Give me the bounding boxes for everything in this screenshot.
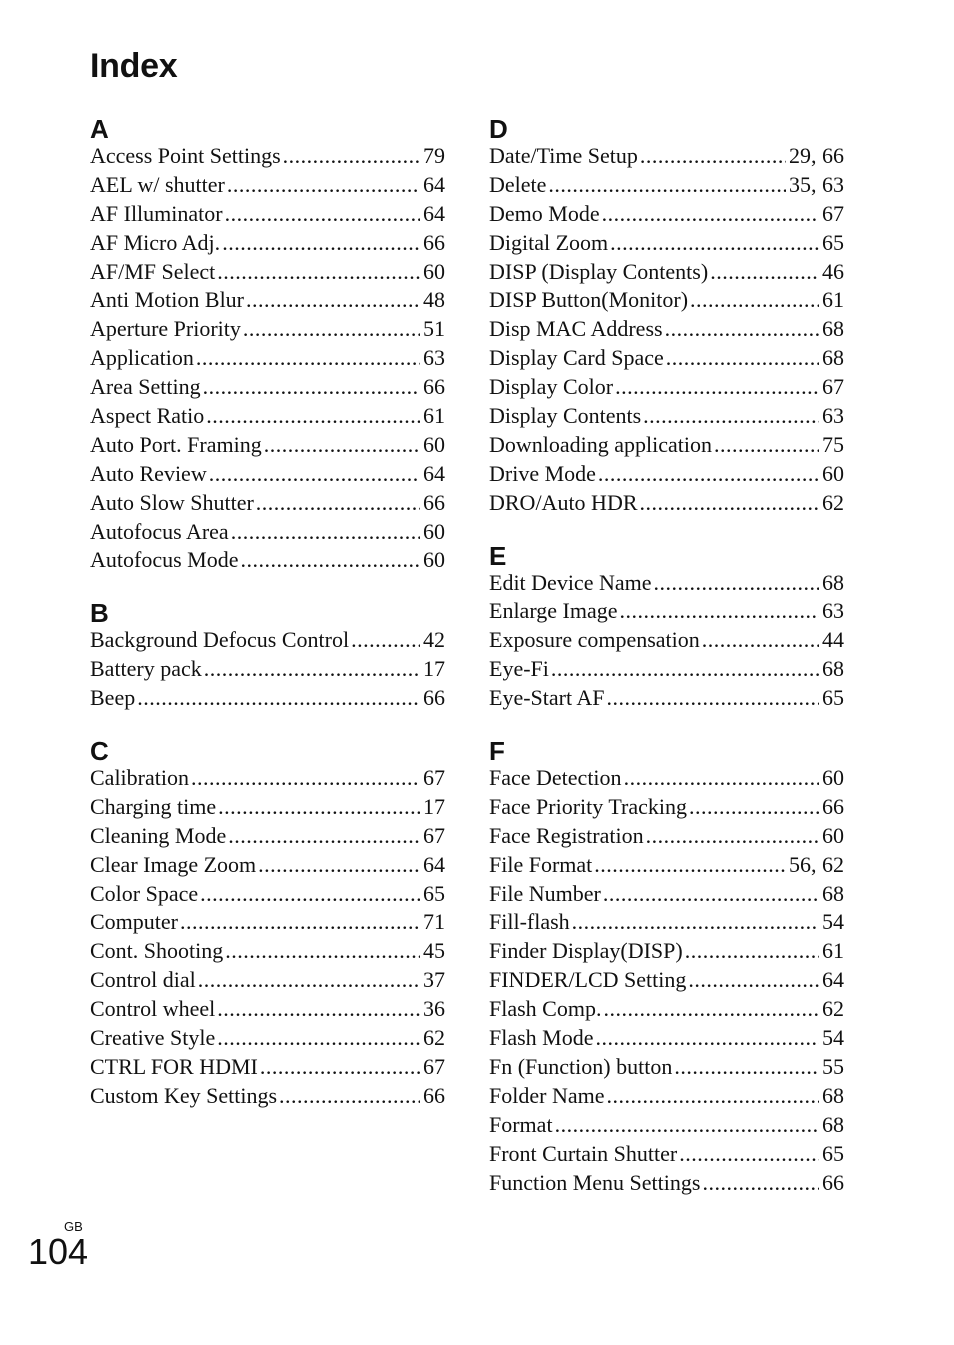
- entry-page-numbers: 63: [822, 598, 844, 624]
- entry-term: Face Registration: [489, 822, 644, 848]
- dot-leader: [222, 229, 420, 258]
- section-letter: E: [489, 540, 507, 571]
- entry-page-numbers: 56, 62: [789, 851, 844, 877]
- index-entry: [90, 171, 445, 200]
- index-entry: [489, 229, 844, 258]
- entry-term: AF Illuminator: [90, 200, 223, 226]
- index-entry: [489, 937, 844, 966]
- dot-leader: [603, 995, 819, 1024]
- dot-leader: [258, 851, 420, 880]
- entry-term: Function Menu Settings: [489, 1169, 701, 1195]
- index-entry: [489, 569, 844, 598]
- entry-page-numbers: 68: [822, 569, 844, 595]
- entry-term: FINDER/LCD Setting: [489, 967, 687, 993]
- dot-leader: [218, 793, 420, 822]
- entry-term: Folder Name: [489, 1082, 605, 1108]
- dot-leader: [225, 200, 420, 229]
- index-entry: [489, 597, 844, 626]
- entry-term: Control wheel: [90, 996, 216, 1022]
- index-entry: [90, 229, 445, 258]
- index-entry: [489, 258, 844, 287]
- entry-page-numbers: 64: [423, 460, 445, 486]
- entry-term: Flash Mode: [489, 1025, 594, 1051]
- index-entry: [90, 851, 445, 880]
- index-entry: [90, 431, 445, 460]
- entry-term: Background Defocus Control: [90, 627, 350, 653]
- page-title: Index: [90, 47, 178, 85]
- entry-term: File Number: [489, 880, 601, 906]
- dot-leader: [206, 402, 420, 431]
- entry-page-numbers: 61: [423, 403, 445, 429]
- index-section-c: [90, 738, 445, 1111]
- dot-leader: [598, 460, 819, 489]
- dot-leader: [610, 229, 819, 258]
- entry-page-numbers: 54: [822, 909, 844, 935]
- entry-page-numbers: 60: [822, 765, 844, 791]
- index-entry: [90, 258, 445, 287]
- dot-leader: [203, 373, 420, 402]
- index-entry: [489, 851, 844, 880]
- index-entry: [489, 626, 844, 655]
- index-section-e: [489, 540, 844, 713]
- entry-term: Face Detection: [489, 765, 622, 791]
- dot-leader: [351, 626, 420, 655]
- entry-page-numbers: 64: [822, 967, 844, 993]
- dot-leader: [640, 489, 819, 518]
- index-entry: [489, 684, 844, 713]
- index-entry: [90, 966, 445, 995]
- dot-leader: [555, 1111, 819, 1140]
- index-entry: [489, 655, 844, 684]
- dot-leader: [551, 655, 819, 684]
- entry-term: AF/MF Select: [90, 258, 216, 284]
- index-entry: [90, 1053, 445, 1082]
- section-letter: C: [90, 736, 109, 767]
- dot-leader: [607, 684, 820, 713]
- dot-leader: [256, 489, 420, 518]
- entry-term: Cleaning Mode: [90, 822, 227, 848]
- dot-leader: [240, 546, 420, 575]
- entry-page-numbers: 48: [423, 287, 445, 313]
- index-entry: [90, 626, 445, 655]
- index-entry: [489, 286, 844, 315]
- entry-term: Cont. Shooting: [90, 938, 224, 964]
- index-entry: [90, 764, 445, 793]
- index-section-f: [489, 738, 844, 1197]
- entry-term: Digital Zoom: [489, 229, 609, 255]
- dot-leader: [548, 171, 786, 200]
- dot-leader: [246, 286, 420, 315]
- entry-term: Auto Port. Framing: [90, 431, 262, 457]
- entry-term: Fn (Function) button: [489, 1053, 673, 1079]
- entry-page-numbers: 62: [423, 1025, 445, 1051]
- index-entry: [489, 822, 844, 851]
- entry-page-numbers: 66: [822, 793, 844, 819]
- index-section-b: [90, 600, 445, 713]
- dot-leader: [196, 344, 420, 373]
- entry-page-numbers: 45: [423, 938, 445, 964]
- entry-page-numbers: 64: [423, 171, 445, 197]
- entry-page-numbers: 68: [822, 1111, 844, 1137]
- entry-page-numbers: 68: [822, 345, 844, 371]
- index-entry: [90, 344, 445, 373]
- dot-leader: [643, 402, 819, 431]
- entry-term: Edit Device Name: [489, 569, 652, 595]
- index-entry: [90, 489, 445, 518]
- entry-term: Downloading application: [489, 431, 713, 457]
- entry-term: Eye-Start AF: [489, 685, 605, 711]
- index-entry: [489, 431, 844, 460]
- index-entry: [489, 142, 844, 171]
- entry-term: Beep: [90, 685, 136, 711]
- dot-leader: [283, 142, 420, 171]
- dot-leader: [702, 1169, 819, 1198]
- dot-leader: [665, 315, 819, 344]
- entry-term: Autofocus Mode: [90, 547, 239, 573]
- entry-term: Color Space: [90, 880, 199, 906]
- entry-page-numbers: 66: [423, 489, 445, 515]
- index-entry: [489, 489, 844, 518]
- index-entry: [90, 822, 445, 851]
- entry-term: Calibration: [90, 765, 189, 791]
- dot-leader: [264, 431, 420, 460]
- entry-page-numbers: 61: [822, 287, 844, 313]
- entry-term: AF Micro Adj.: [90, 229, 221, 255]
- entry-term: DISP Button(Monitor): [489, 287, 689, 313]
- entry-term: Aspect Ratio: [90, 403, 205, 429]
- dot-leader: [690, 286, 819, 315]
- entry-page-numbers: 68: [822, 316, 844, 342]
- index-entry: [90, 518, 445, 547]
- entry-term: Disp MAC Address: [489, 316, 663, 342]
- entry-term: CTRL FOR HDMI: [90, 1053, 258, 1079]
- entry-page-numbers: 65: [822, 1140, 844, 1166]
- section-letter: B: [90, 598, 109, 629]
- dot-leader: [603, 880, 819, 909]
- index-entry: [90, 200, 445, 229]
- section-letter: A: [90, 114, 109, 144]
- index-entry: [489, 1111, 844, 1140]
- dot-leader: [231, 518, 420, 547]
- entry-page-numbers: 62: [822, 996, 844, 1022]
- entry-page-numbers: 36: [423, 996, 445, 1022]
- entry-page-numbers: 42: [423, 627, 445, 653]
- index-entry: [90, 1024, 445, 1053]
- index-entry: [90, 1082, 445, 1111]
- entry-page-numbers: 65: [822, 229, 844, 255]
- index-section-a: [90, 116, 445, 575]
- entry-term: Custom Key Settings: [90, 1082, 278, 1108]
- entry-term: Area Setting: [90, 374, 201, 400]
- entry-term: DRO/Auto HDR: [489, 489, 638, 515]
- dot-leader: [225, 937, 420, 966]
- index-entry: [90, 315, 445, 344]
- index-entry: [489, 1169, 844, 1198]
- section-letter: D: [489, 114, 508, 144]
- entry-term: Computer: [90, 909, 178, 935]
- dot-leader: [279, 1082, 420, 1111]
- index-entry: [489, 1140, 844, 1169]
- entry-page-numbers: 60: [423, 258, 445, 284]
- index-entry: [90, 908, 445, 937]
- index-entry: [489, 793, 844, 822]
- entry-term: Format: [489, 1111, 553, 1137]
- entry-term: Finder Display(DISP): [489, 938, 683, 964]
- entry-page-numbers: 66: [423, 1082, 445, 1108]
- dot-leader: [217, 995, 420, 1024]
- entry-term: Delete: [489, 171, 547, 197]
- dot-leader: [619, 597, 819, 626]
- entry-page-numbers: 60: [822, 822, 844, 848]
- entry-page-numbers: 60: [423, 547, 445, 573]
- entry-term: Autofocus Area: [90, 518, 229, 544]
- entry-term: Flash Comp.: [489, 996, 602, 1022]
- footer-page-number: 104: [28, 1231, 89, 1272]
- dot-leader: [596, 1024, 820, 1053]
- entry-page-numbers: 68: [822, 656, 844, 682]
- dot-leader: [679, 1140, 819, 1169]
- entry-page-numbers: 62: [822, 489, 844, 515]
- entry-term: DISP (Display Contents): [489, 258, 709, 284]
- entry-term: Application: [90, 345, 194, 371]
- entry-term: Enlarge Image: [489, 598, 618, 624]
- dot-leader: [260, 1053, 420, 1082]
- footer-region-label: GB: [64, 1219, 83, 1234]
- index-entry: [489, 460, 844, 489]
- dot-leader: [209, 460, 420, 489]
- entry-page-numbers: 46: [822, 258, 844, 284]
- index-entry: [489, 373, 844, 402]
- index-entry: [489, 315, 844, 344]
- entry-term: Auto Review: [90, 460, 207, 486]
- entry-page-numbers: 67: [822, 200, 844, 226]
- index-entry: [489, 880, 844, 909]
- entry-term: Anti Motion Blur: [90, 287, 245, 313]
- section-letter: F: [489, 736, 505, 767]
- entry-page-numbers: 29, 66: [789, 143, 844, 168]
- entry-term: Battery pack: [90, 656, 202, 682]
- entry-term: Front Curtain Shutter: [489, 1140, 678, 1166]
- entry-page-numbers: 66: [423, 374, 445, 400]
- dot-leader: [602, 200, 819, 229]
- index-entry: [489, 1082, 844, 1111]
- entry-page-numbers: 67: [822, 374, 844, 400]
- entry-term: Charging time: [90, 793, 217, 819]
- dot-leader: [217, 258, 420, 287]
- entry-term: Display Color: [489, 374, 614, 400]
- entry-page-numbers: 64: [423, 851, 445, 877]
- entry-page-numbers: 55: [822, 1053, 844, 1079]
- entry-page-numbers: 35, 63: [789, 171, 844, 197]
- entry-page-numbers: 71: [423, 909, 445, 935]
- index-entry: [90, 684, 445, 713]
- index-entry: [489, 1053, 844, 1082]
- entry-page-numbers: 61: [822, 938, 844, 964]
- dot-leader: [666, 344, 819, 373]
- index-entry: [489, 200, 844, 229]
- dot-leader: [191, 764, 420, 793]
- dot-leader: [243, 315, 420, 344]
- entry-term: Demo Mode: [489, 200, 600, 226]
- entry-term: Fill-flash: [489, 909, 570, 935]
- entry-term: Aperture Priority: [90, 316, 241, 342]
- index-entry: [90, 546, 445, 575]
- entry-page-numbers: 66: [423, 229, 445, 255]
- entry-term: AEL w/ shutter: [90, 171, 225, 197]
- dot-leader: [702, 626, 819, 655]
- dot-leader: [227, 171, 420, 200]
- entry-page-numbers: 63: [822, 403, 844, 429]
- entry-page-numbers: 66: [822, 1169, 844, 1195]
- index-entry: [90, 937, 445, 966]
- entry-page-numbers: 67: [423, 765, 445, 791]
- entry-term: Control dial: [90, 967, 196, 993]
- dot-leader: [685, 937, 819, 966]
- index-column-left: [90, 116, 445, 1136]
- dot-leader: [594, 851, 786, 880]
- entry-term: Date/Time Setup: [489, 143, 638, 168]
- entry-page-numbers: 17: [423, 656, 445, 682]
- index-section-d: [489, 116, 844, 518]
- entry-page-numbers: 54: [822, 1025, 844, 1051]
- index-entry: [90, 793, 445, 822]
- entry-term: Auto Slow Shutter: [90, 489, 254, 515]
- entry-page-numbers: 63: [423, 345, 445, 371]
- index-entry: [90, 402, 445, 431]
- entry-term: Creative Style: [90, 1025, 216, 1051]
- dot-leader: [198, 966, 420, 995]
- index-entry: [489, 171, 844, 200]
- dot-leader: [640, 142, 786, 171]
- entry-page-numbers: 65: [822, 685, 844, 711]
- dot-leader: [228, 822, 420, 851]
- index-entry: [90, 142, 445, 171]
- index-entry: [90, 880, 445, 909]
- index-entry: [90, 995, 445, 1024]
- index-entry: [90, 460, 445, 489]
- entry-page-numbers: 37: [423, 967, 445, 993]
- entry-page-numbers: 67: [423, 1053, 445, 1079]
- entry-term: Clear Image Zoom: [90, 851, 257, 877]
- entry-page-numbers: 51: [423, 316, 445, 342]
- entry-term: Eye-Fi: [489, 656, 549, 682]
- entry-term: Display Contents: [489, 403, 642, 429]
- index-entry: [489, 966, 844, 995]
- index-entry: [489, 1024, 844, 1053]
- entry-term: Drive Mode: [489, 460, 596, 486]
- entry-term: Access Point Settings: [90, 143, 281, 168]
- dot-leader: [710, 258, 819, 287]
- dot-leader: [714, 431, 819, 460]
- index-entry: [90, 373, 445, 402]
- dot-leader: [200, 880, 420, 909]
- index-entry: [489, 995, 844, 1024]
- dot-leader: [654, 569, 820, 598]
- entry-page-numbers: 60: [423, 518, 445, 544]
- index-entry: [489, 764, 844, 793]
- entry-page-numbers: 79: [423, 143, 445, 168]
- entry-page-numbers: 66: [423, 685, 445, 711]
- dot-leader: [180, 908, 420, 937]
- entry-page-numbers: 68: [822, 880, 844, 906]
- index-entry: [90, 655, 445, 684]
- dot-leader: [689, 793, 819, 822]
- dot-leader: [137, 684, 420, 713]
- dot-leader: [646, 822, 819, 851]
- dot-leader: [688, 966, 819, 995]
- index-entry: [489, 344, 844, 373]
- entry-page-numbers: 64: [423, 200, 445, 226]
- entry-page-numbers: 60: [822, 460, 844, 486]
- index-entry: [90, 286, 445, 315]
- dot-leader: [572, 908, 819, 937]
- dot-leader: [204, 655, 420, 684]
- entry-page-numbers: 65: [423, 880, 445, 906]
- entry-page-numbers: 17: [423, 793, 445, 819]
- dot-leader: [615, 373, 819, 402]
- index-column-right: [489, 116, 844, 1222]
- entry-page-numbers: 67: [423, 822, 445, 848]
- index-entry: [489, 908, 844, 937]
- entry-page-numbers: 75: [822, 431, 844, 457]
- entry-term: Face Priority Tracking: [489, 793, 687, 819]
- dot-leader: [606, 1082, 819, 1111]
- dot-leader: [217, 1024, 420, 1053]
- entry-page-numbers: 68: [822, 1082, 844, 1108]
- entry-page-numbers: 44: [822, 627, 844, 653]
- entry-page-numbers: 60: [423, 431, 445, 457]
- entry-term: Display Card Space: [489, 345, 664, 371]
- dot-leader: [624, 764, 819, 793]
- entry-term: Exposure compensation: [489, 627, 700, 653]
- index-entry: [489, 402, 844, 431]
- entry-term: File Format: [489, 851, 593, 877]
- dot-leader: [674, 1053, 819, 1082]
